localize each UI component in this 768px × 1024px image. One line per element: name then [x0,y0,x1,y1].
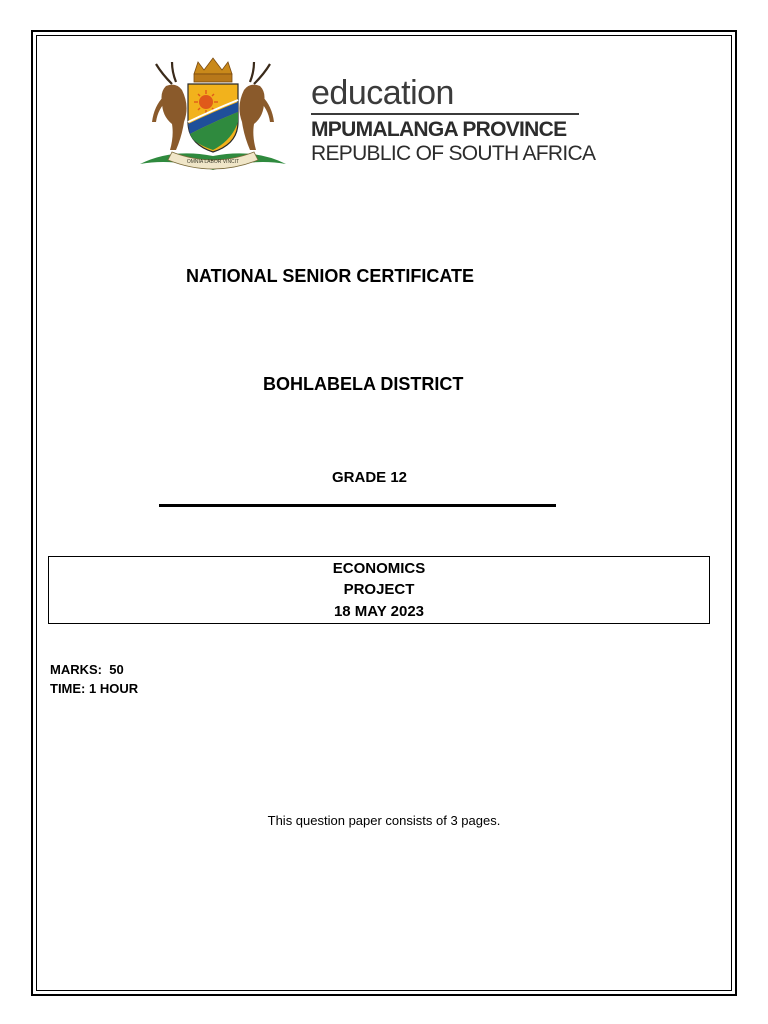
certificate-title: NATIONAL SENIOR CERTIFICATE [186,266,474,286]
paper-type: PROJECT [343,581,415,598]
grade-divider [159,504,556,507]
subject-box [48,556,710,624]
marks-label: MARKS: 50 [50,662,124,677]
mpumalanga-coat-of-arms-icon [132,56,294,176]
grade-label: GRADE 12 [332,469,408,486]
exam-date: 18 MAY 2023 [333,603,425,620]
page-count-note: This question paper consists of 3 pages. [267,813,501,828]
district-title: BOHLABELA DISTRICT [263,374,464,394]
time-label: TIME: 1 HOUR [50,681,139,696]
page-inner-border [36,35,732,991]
department-name: education [311,74,454,112]
province-name: MPUMALANGA PROVINCE [311,118,567,141]
country-name: REPUBLIC OF SOUTH AFRICA [311,142,596,165]
department-underline [311,113,579,115]
motto-text: OMNIA LABOR VINCIT [186,159,240,165]
subject-name: ECONOMICS [332,560,426,577]
